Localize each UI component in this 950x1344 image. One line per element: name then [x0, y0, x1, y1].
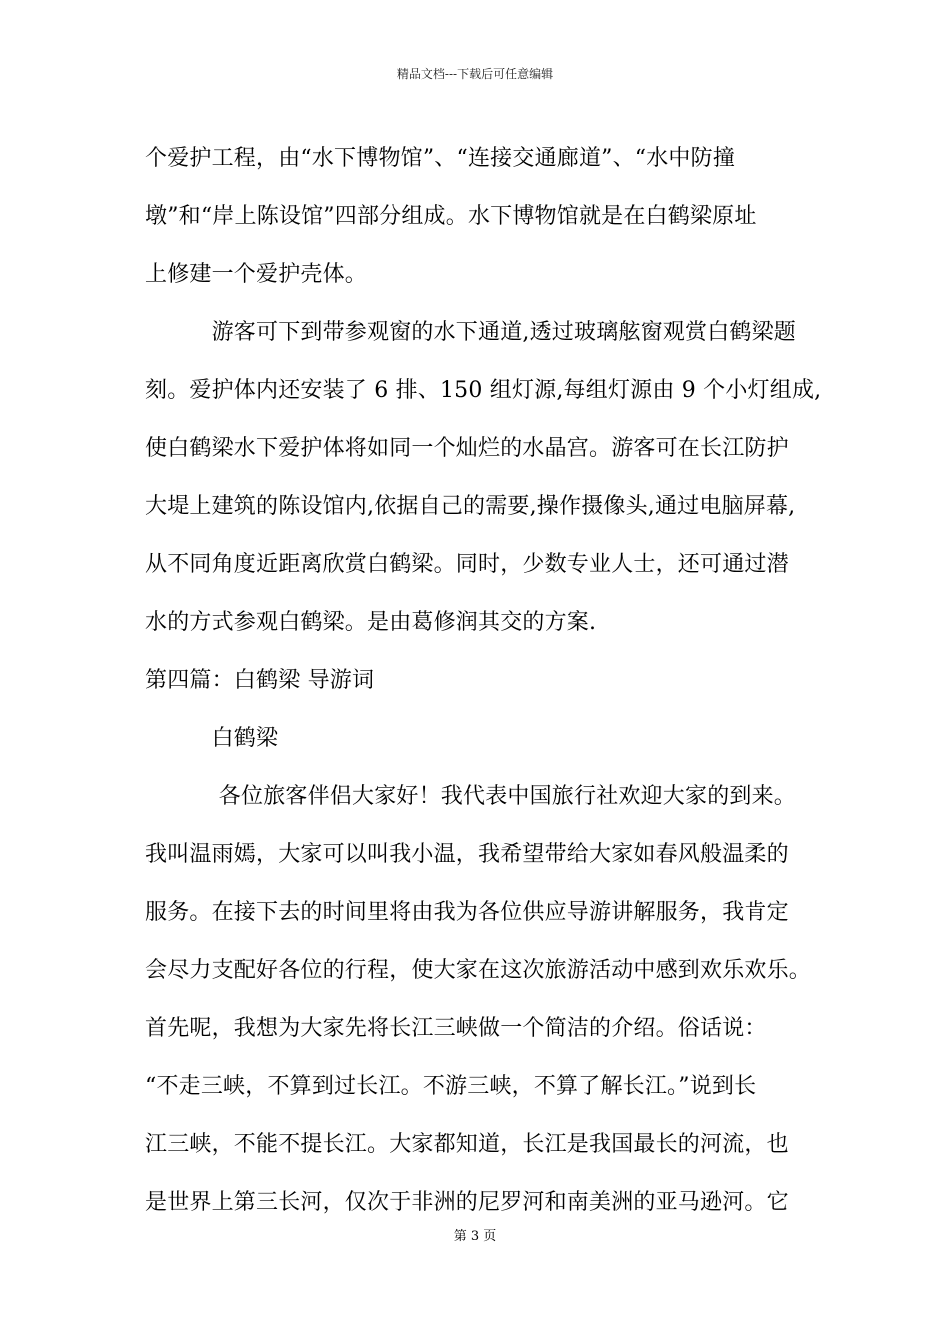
text-line-3: 上修建一个爱护壳体。 [145, 262, 368, 287]
text-line-7: 大堤上建筑的陈设馆内,依据自己的需要,操作摄像头,通过电脑屏幕, [145, 494, 796, 519]
document-body [145, 130, 835, 1232]
text-line-14: 服务。在接下去的时间里将由我为各位供应导游讲解服务，我肯定 [145, 900, 789, 925]
section-subtitle: 白鹤梁 [145, 726, 279, 751]
text-line-8: 从不同角度近距离欣赏白鹤梁。同时，少数专业人士，还可通过潜 [145, 552, 789, 577]
page-header: 精品文档---下载后可任意编辑 [396, 67, 554, 81]
section-heading: 第四篇：白鹤梁 导游词 [145, 668, 375, 693]
text-line-1: 个爱护工程，由“水下博物馆”、“连接交通廊道”、“水中防撞 [145, 146, 736, 171]
text-line-15: 会尽力支配好各位的行程，使大家在这次旅游活动中感到欢乐欢乐。 [145, 958, 812, 983]
text-line-9: 水的方式参观白鹤梁。是由葛修润其交的方案. [145, 610, 597, 635]
text-line-16: 首先呢，我想为大家先将长江三峡做一个简洁的介绍。俗话说： [145, 1016, 767, 1041]
text-line-6: 使白鹤梁水下爱护体将如同一个灿烂的水晶宫。游客可在长江防护 [145, 436, 789, 461]
text-line-18: 江三峡，不能不提长江。大家都知道，长江是我国最长的河流，也 [145, 1132, 789, 1157]
text-line-4: 游客可下到带参观窗的水下通道,透过玻璃舷窗观赏白鹤梁题 [145, 320, 796, 345]
page-number: 第 3 页 [453, 1229, 497, 1244]
text-line-5: 刻。爱护体内还安装了 6 排、150 组灯源,每组灯源由 9 个小灯组成, [145, 378, 822, 403]
text-line-2: 墩”和“岸上陈设馆”四部分组成。水下博物馆就是在白鹤梁原址 [145, 204, 757, 229]
text-line-19: 是世界上第三长河，仅次于非洲的尼罗河和南美洲的亚马逊河。它 [145, 1190, 789, 1215]
text-line-13: 我叫温雨嫣，大家可以叫我小温，我希望带给大家如春风般温柔的 [145, 842, 789, 867]
text-line-12: 各位旅客伴侣大家好！我代表中国旅行社欢迎大家的到来。 [145, 784, 796, 809]
text-line-17: “不走三峡，不算到过长江。不游三峡，不算了解长江。”说到长 [145, 1074, 757, 1099]
